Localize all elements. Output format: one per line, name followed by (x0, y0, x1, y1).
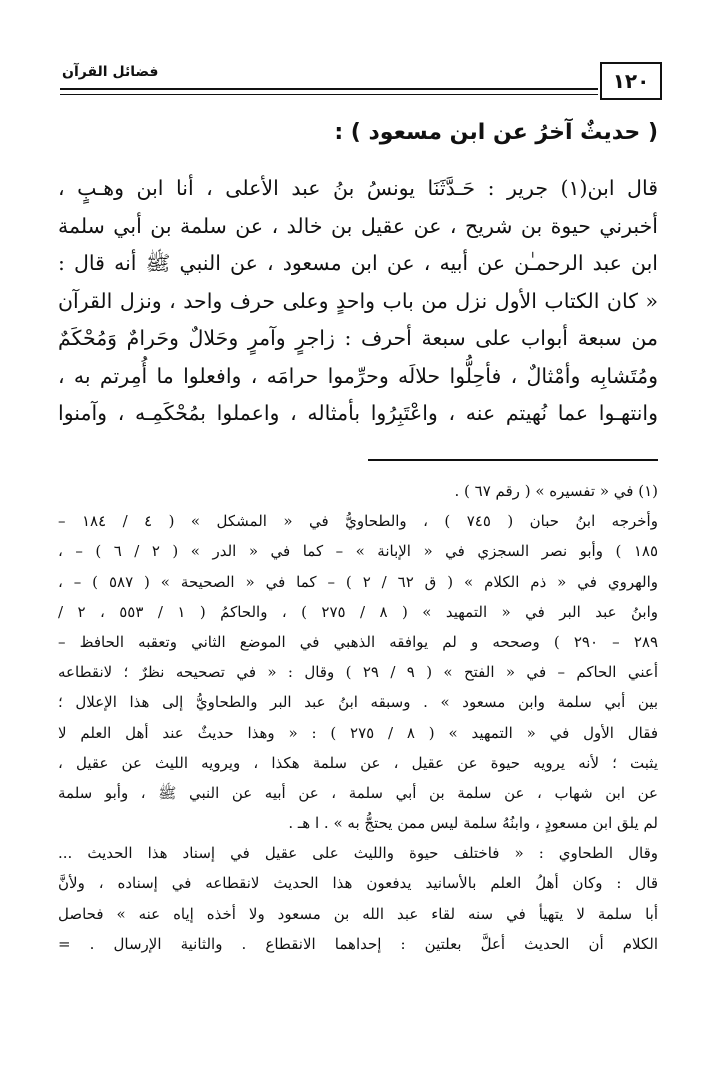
main-text (58, 170, 658, 433)
footnote-line: عن ابن شهاب ، عن سلمة بن أبي سلمة ، عن أبيه عن النبي ﷺ ، وأبو سلمة (58, 783, 658, 802)
footnote-line: بين أبي سلمة وابن مسعود » . وسبقه ابنُ عبد البر والطحاويُّ إلى هذا الإعلال ؛ (58, 693, 658, 712)
main-text-line: أخبرني حيوة بن شريح ، عن عقيل بن خالد ، عن سلمة بن أبي سلمة (58, 213, 658, 238)
footnotes (58, 476, 658, 959)
main-text-line: وانتهـوا عما نُهيتم عنه ، واعْتَبِرُوا بأمثاله ، واعملوا بمُحْكَمِـه ، وآمنوا (58, 401, 658, 425)
footnote-line: أعني الحاكم – في « الفتح » ( ٩ / ٢٩ ) وقال : « في تصحيحه نظرٌ ؛ لانقطاعه (58, 663, 658, 682)
footnote-line: وابنُ عبد البر في « التمهيد » ( ٨ / ٢٧٥ ) ، والحاكمُ ( ١ / ٥٥٣ ، ٢ / (58, 602, 658, 621)
footnote-line: يثبت ؛ لأنه يرويه حيوة عن عقيل ، عن سلمة هكذا ، ويرويه الليث عن عقيل ، (58, 753, 658, 772)
section-heading: ( حديثٌ آخرُ عن ابن مسعود ) : (334, 120, 658, 145)
footnote-line: والهروي في « ذم الكلام » ( ق ٦٢ / ٢ ) – كما في « الصحيحة » ( ٥٨٧ ) – ، (58, 572, 659, 591)
footnote-line: لم يلق ابن مسعودٍ ، وابنُهُ سلمة ليس ممن يحتجُّ به » . ا هـ . (288, 814, 658, 833)
footnote-line: ٢٨٩ – ٢٩٠ ) وصححه و لم يوافقه الذهبي في الموضع الثاني وتعقبه الحافظ – (58, 632, 658, 651)
header-rule (60, 88, 598, 90)
page-number: ١٢٠ (600, 62, 662, 100)
main-text-line: « كان الكتاب الأول نزل من باب واحدٍ وعلى حرف واحد ، ونزل القرآن (58, 288, 658, 313)
running-title: فضائل القرآن (62, 64, 159, 80)
footnote-line: قال : وكان أهلُ العلم بالأسانيد يدفعون هذا الحديث لانقطاعه في إسناده ، ولأنَّ (58, 874, 658, 893)
footnote-line: وقال الطحاوي : « فاختلف حيوة والليث على عقيل في إسناد هذا الحديث ... (58, 844, 658, 863)
footnote-line: وأخرجه ابنُ حبان ( ٧٤٥ ) ، والطحاويُّ في « المشكل » ( ٤ / ١٨٤ – (58, 512, 658, 531)
footnote-line: (١) في « تفسيره » ( رقم ٦٧ ) . (454, 482, 658, 500)
main-text-line: ابن عبد الرحمـٰن عن أبيه ، عن ابن مسعود ، عن النبي ﷺ أنه قال : (58, 251, 658, 275)
footnote-line: أبا سلمة لا يتهيأ في سنه لقاء عبد الله بن مسعود ولا أخذه إياه عنه » فحاصل (58, 904, 658, 923)
main-text-line: ومُتَشابِه وأمْثالٌ ، فأحِلُّوا حلالَه وحرِّموا حرامَه ، وافعلوا ما أُمِرتم به ، (58, 363, 658, 388)
main-text-line: قال ابن(١) جرير : حَـدَّثَنَا يونسُ بنُ عبد الأعلى ، أنا ابن وهـبٍ ، (58, 176, 658, 200)
page-header (60, 58, 660, 106)
footnote-line: فقال الأول في « التمهيد » ( ٨ / ٢٧٥ ) : « وهذا حديثٌ عند أهل العلم لا (58, 723, 658, 742)
footnote-separator (368, 459, 658, 461)
header-rule-thin (60, 94, 598, 95)
footnote-line: الكلام أن الحديث أعلَّ بعلتين : إحداهما الانقطاع . والثانية الإرسال . = (58, 934, 658, 953)
main-text-line: من سبعة أبواب على سبعة أحرف : زاجرٍ وآمرٍ وحَلالٌ وحَرامٌ وَمُحْكَمٌ (58, 326, 658, 350)
footnote-line: ١٨٥ ) وأبو نصر السجزي في « الإبانة » – كما في « الدر » ( ٢ / ٦ ) – ، (58, 542, 658, 561)
